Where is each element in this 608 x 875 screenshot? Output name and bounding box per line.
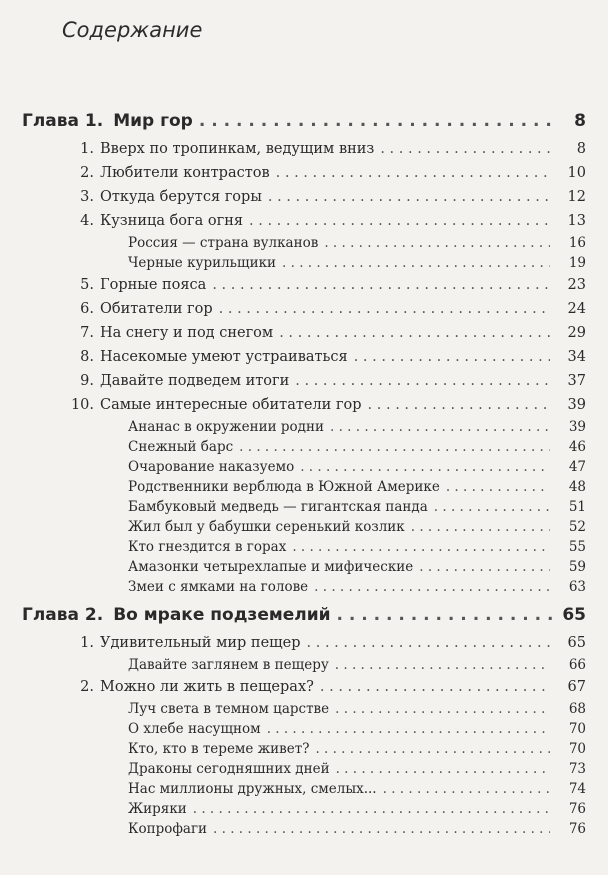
entry-number: 6. <box>80 301 94 317</box>
toc-subsection[interactable] <box>0 701 608 717</box>
page-number: 29 <box>567 325 586 341</box>
entry-title: Любители контрастов <box>100 165 270 181</box>
dot-leader <box>434 499 550 515</box>
entry-title: Насекомые умеют устраиваться <box>100 349 348 365</box>
entry-title: Копрофаги <box>128 821 208 837</box>
entry-title: Жиряки <box>128 801 187 817</box>
chapter-label: Глава 1. <box>22 111 104 131</box>
page-number: 8 <box>574 111 586 131</box>
toc-section[interactable] <box>0 397 608 413</box>
page-number: 10 <box>567 165 586 181</box>
toc-section[interactable] <box>0 635 608 651</box>
page-number: 70 <box>568 721 586 737</box>
entry-title: Горные пояса <box>100 277 207 293</box>
dot-leader <box>330 419 550 435</box>
page-number: 8 <box>576 141 586 157</box>
page-number: 46 <box>568 439 586 455</box>
toc-section[interactable] <box>0 213 608 229</box>
page-number: 39 <box>568 419 586 435</box>
dot-leader <box>267 721 550 737</box>
entry-number: 7. <box>80 325 94 341</box>
dot-leader <box>320 679 550 695</box>
entry-number: 1. <box>80 635 94 651</box>
page-number: 65 <box>567 635 586 651</box>
entry-title: Давайте подведем итоги <box>100 373 290 389</box>
dot-leader <box>335 701 550 717</box>
page-number: 66 <box>568 657 586 673</box>
chapter-label: Глава 2. <box>22 605 104 625</box>
dot-leader <box>315 741 550 757</box>
page-number: 39 <box>567 397 586 413</box>
entry-title: Во мраке подземелий <box>113 605 331 625</box>
dot-leader <box>419 559 550 575</box>
entry-title: Ананас в окружении родни <box>128 419 324 435</box>
page-number: 13 <box>567 213 586 229</box>
entry-title: Змеи с ямками на голове <box>128 579 309 595</box>
page-number: 67 <box>567 679 586 695</box>
entry-title: Нас миллионы дружных, смелых... <box>128 781 377 797</box>
toc-subsection[interactable] <box>0 781 608 797</box>
entry-title: Кто, кто в тереме живет? <box>128 741 310 757</box>
page-number: 48 <box>568 479 586 495</box>
toc-section[interactable] <box>0 277 608 293</box>
toc-section[interactable] <box>0 301 608 317</box>
page-number: 55 <box>568 539 586 555</box>
dot-leader <box>193 801 550 817</box>
page-number: 76 <box>568 801 586 817</box>
page-number: 74 <box>568 781 586 797</box>
dot-leader <box>380 141 550 157</box>
toc-subsection[interactable] <box>0 499 608 515</box>
entry-title: Очарование наказуемо <box>128 459 295 475</box>
toc-section[interactable] <box>0 349 608 365</box>
entry-title: Давайте заглянем в пещеру <box>128 657 329 673</box>
dot-leader <box>212 277 550 293</box>
entry-title: Жил был у бабушки серенький козлик <box>128 519 405 535</box>
entry-number: 8. <box>80 349 94 365</box>
entry-number: 4. <box>80 213 94 229</box>
dot-leader <box>336 761 550 777</box>
page-number: 34 <box>567 349 586 365</box>
page-number: 51 <box>568 499 586 515</box>
page-number: 23 <box>567 277 586 293</box>
dot-leader <box>279 325 550 341</box>
toc-subsection[interactable] <box>0 741 608 757</box>
entry-title: Бамбуковый медведь — гигантская панда <box>128 499 428 515</box>
page-number: 68 <box>568 701 586 717</box>
page-number: 73 <box>568 761 586 777</box>
entry-number: 5. <box>80 277 94 293</box>
toc-section[interactable] <box>0 141 608 157</box>
toc-subsection[interactable] <box>0 761 608 777</box>
entry-title: Обитатели гор <box>100 301 213 317</box>
entry-title: О хлебе насущном <box>128 721 261 737</box>
page-number: 47 <box>568 459 586 475</box>
toc-subsection[interactable] <box>0 801 608 817</box>
dot-leader <box>354 349 550 365</box>
entry-title: На снегу и под снегом <box>100 325 274 341</box>
toc-section[interactable] <box>0 189 608 205</box>
entry-number: 9. <box>80 373 94 389</box>
entry-number: 3. <box>80 189 94 205</box>
page-number: 63 <box>568 579 586 595</box>
entry-title: Амазонки четырехлапые и мифические <box>128 559 414 575</box>
entry-title: Вверх по тропинкам, ведущим вниз <box>100 141 375 157</box>
page-number: 24 <box>567 301 586 317</box>
dot-leader <box>282 255 550 271</box>
page-number: 37 <box>567 373 586 389</box>
toc-section[interactable] <box>0 373 608 389</box>
toc-subsection[interactable] <box>0 821 608 837</box>
page-number: 59 <box>568 559 586 575</box>
entry-title: Самые интересные обитатели гор <box>100 397 362 413</box>
toc-section[interactable] <box>0 325 608 341</box>
dot-leader <box>300 459 550 475</box>
page-number: 52 <box>568 519 586 535</box>
page-number: 19 <box>568 255 586 271</box>
entry-title: Драконы сегодняшних дней <box>128 761 330 777</box>
entry-number: 10. <box>70 397 94 413</box>
dot-leader <box>276 165 550 181</box>
toc-subsection[interactable] <box>0 559 608 575</box>
dot-leader <box>411 519 550 535</box>
page-title: Содержание <box>62 18 203 42</box>
entry-number: 2. <box>80 679 94 695</box>
toc-subsection[interactable] <box>0 419 608 435</box>
toc-subsection[interactable] <box>0 657 608 673</box>
entry-title: Мир гор <box>113 111 193 131</box>
entry-title: Россия — страна вулканов <box>128 235 319 251</box>
toc-subsection[interactable] <box>0 519 608 535</box>
dot-leader <box>268 189 550 205</box>
dot-leader <box>446 479 550 495</box>
dot-leader <box>368 397 550 413</box>
entry-title: Луч света в темном царстве <box>128 701 330 717</box>
page-number: 12 <box>567 189 586 205</box>
toc-subsection[interactable] <box>0 459 608 475</box>
dot-leader <box>383 781 550 797</box>
toc-subsection[interactable] <box>0 235 608 251</box>
toc-subsection[interactable] <box>0 579 608 595</box>
dot-leader <box>219 301 550 317</box>
entry-title: Черные курильщики <box>128 255 277 271</box>
dot-leader <box>337 605 554 625</box>
entry-title: Кузница бога огня <box>100 213 244 229</box>
entry-title: Родственники верблюда в Южной Америке <box>128 479 440 495</box>
page-number: 65 <box>562 605 586 625</box>
dot-leader <box>239 439 550 455</box>
entry-title: Можно ли жить в пещерах? <box>100 679 314 695</box>
dot-leader <box>335 657 550 673</box>
dot-leader <box>292 539 550 555</box>
entry-number: 1. <box>80 141 94 157</box>
entry-title: Откуда берутся горы <box>100 189 262 205</box>
dot-leader <box>307 635 550 651</box>
dot-leader <box>295 373 550 389</box>
toc-chapter[interactable] <box>0 111 608 131</box>
dot-leader <box>314 579 550 595</box>
page-number: 70 <box>568 741 586 757</box>
toc-subsection[interactable] <box>0 539 608 555</box>
entry-title: Удивительный мир пещер <box>100 635 301 651</box>
toc-subsection[interactable] <box>0 255 608 271</box>
toc-subsection[interactable] <box>0 479 608 495</box>
dot-leader <box>213 821 550 837</box>
dot-leader <box>324 235 550 251</box>
entry-title: Снежный барс <box>128 439 234 455</box>
toc-subsection[interactable] <box>0 439 608 455</box>
toc-section[interactable] <box>0 679 608 695</box>
toc-section[interactable] <box>0 165 608 181</box>
toc-subsection[interactable] <box>0 721 608 737</box>
dot-leader <box>249 213 550 229</box>
dot-leader <box>199 111 554 131</box>
page-number: 16 <box>568 235 586 251</box>
page-number: 76 <box>568 821 586 837</box>
entry-title: Кто гнездится в горах <box>128 539 287 555</box>
toc-chapter[interactable] <box>0 605 608 625</box>
entry-number: 2. <box>80 165 94 181</box>
